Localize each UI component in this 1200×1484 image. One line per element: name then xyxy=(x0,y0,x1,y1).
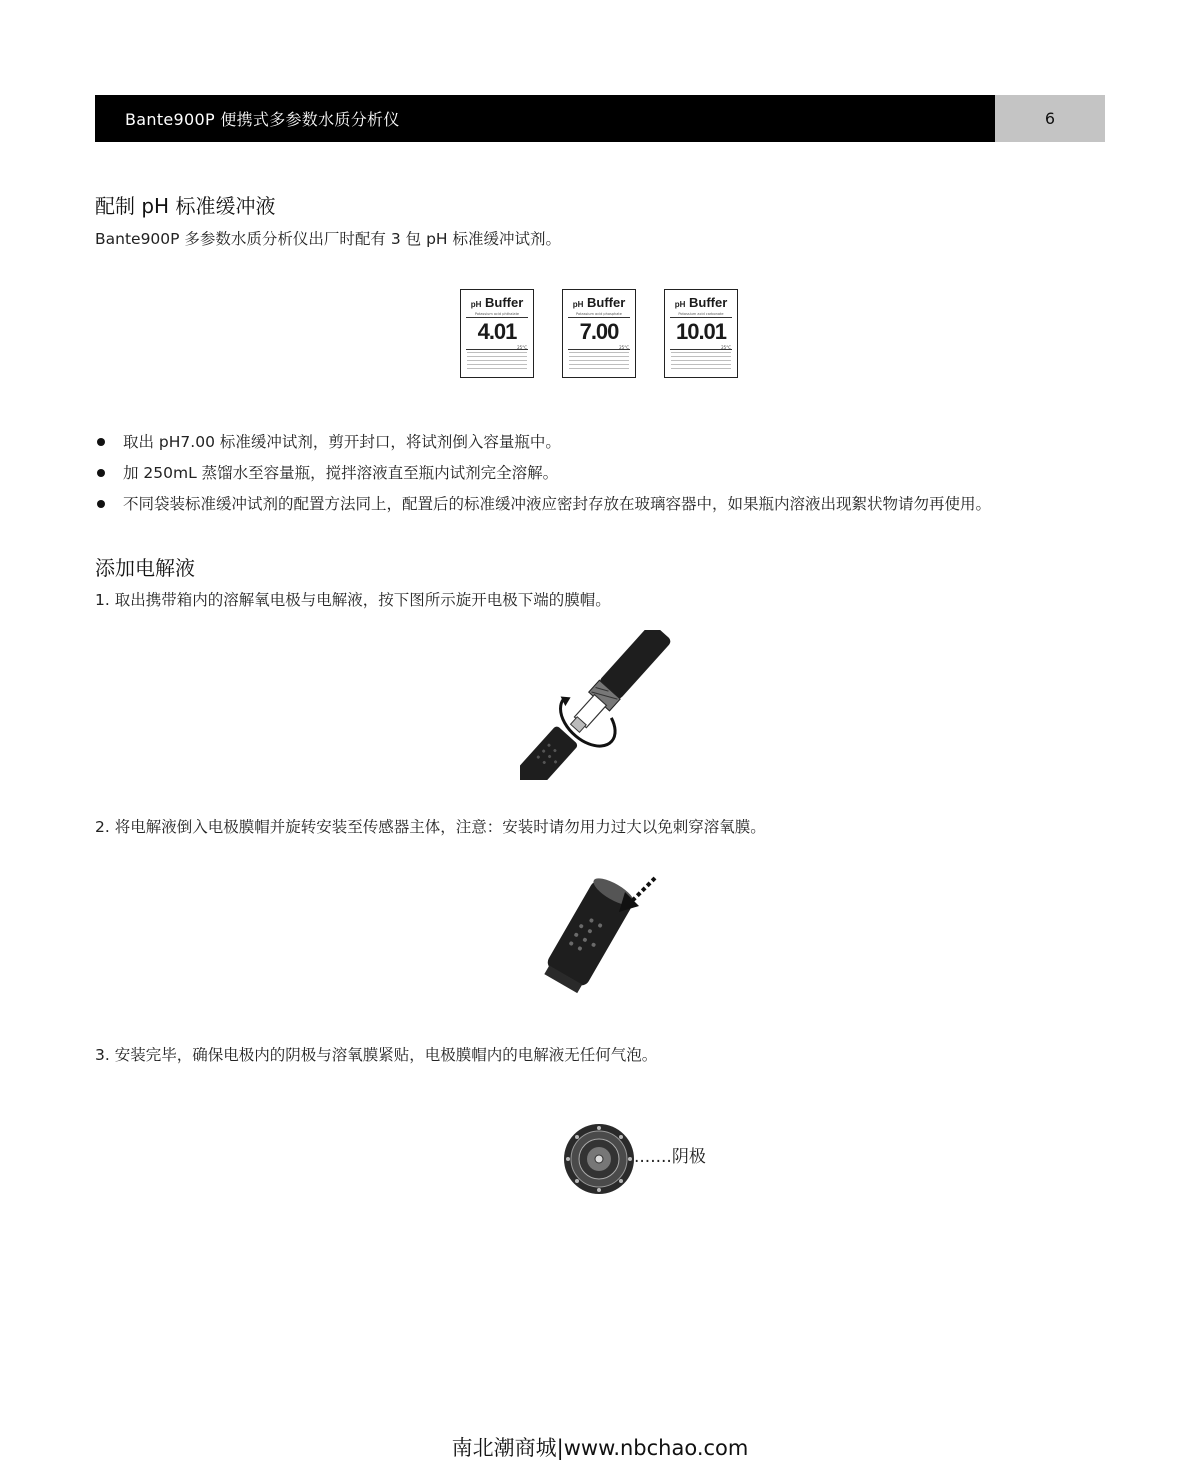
buffer-packet-401: pH Buffer Potassium acid phthalate 4.01 25°C xyxy=(460,289,534,378)
list-item: 取出 pH7.00 标准缓冲试剂，剪开封口，将试剂倒入容量瓶中。 xyxy=(95,430,1125,461)
page-header xyxy=(95,95,1105,142)
list-item: 加 250mL 蒸馏水至容量瓶，搅拌溶液直至瓶内试剂完全溶解。 xyxy=(95,461,1125,492)
buffer-value: 10.01 xyxy=(675,319,727,344)
step-2: 2. 将电解液倒入电极膜帽并旋转安装至传感器主体，注意：安装时请勿用力过大以免刺穿溶氧膜。 xyxy=(95,818,766,836)
section-heading-electrolyte: 添加电解液 xyxy=(95,556,195,580)
footer-watermark: 南北潮商城|www.nbchao.com xyxy=(451,1436,749,1460)
section-heading-buffer: 配制 pH 标准缓冲液 xyxy=(95,194,276,218)
step-1: 1. 取出携带箱内的溶解氧电极与电解液，按下图所示旋开电极下端的膜帽。 xyxy=(95,591,611,609)
cathode-end-view-figure xyxy=(562,1122,636,1196)
list-item: 不同袋装标准缓冲试剂的配置方法同上，配置后的标准缓冲液应密封存放在玻璃容器中，如果瓶内溶液出现絮状物请勿再使用。 xyxy=(95,492,1125,523)
electrode-unscrew-figure xyxy=(520,630,680,780)
buffer-packet-700: pH Buffer Potassium acid phosphate 7.00 25°C xyxy=(562,289,636,378)
step-3: 3. 安装完毕，确保电极内的阴极与溶氧膜紧贴，电极膜帽内的电解液无任何气泡。 xyxy=(95,1046,658,1064)
buffer-value: 7.00 xyxy=(579,319,619,344)
buffer-instructions xyxy=(95,430,1125,523)
buffer-intro: Bante900P 多参数水质分析仪出厂时配有 3 包 pH 标准缓冲试剂。 xyxy=(95,230,561,248)
buffer-packets xyxy=(460,289,738,378)
buffer-value: 4.01 xyxy=(477,319,517,344)
page-number: 6 xyxy=(995,95,1105,142)
cathode-label: .......阴极 xyxy=(634,1147,706,1167)
buffer-packet-1001: pH Buffer Potassium acid carbonate 10.01 25°C xyxy=(664,289,738,378)
membrane-cap-figure xyxy=(535,872,665,994)
header-title: Bante900P 便携式多参数水质分析仪 xyxy=(95,95,995,142)
